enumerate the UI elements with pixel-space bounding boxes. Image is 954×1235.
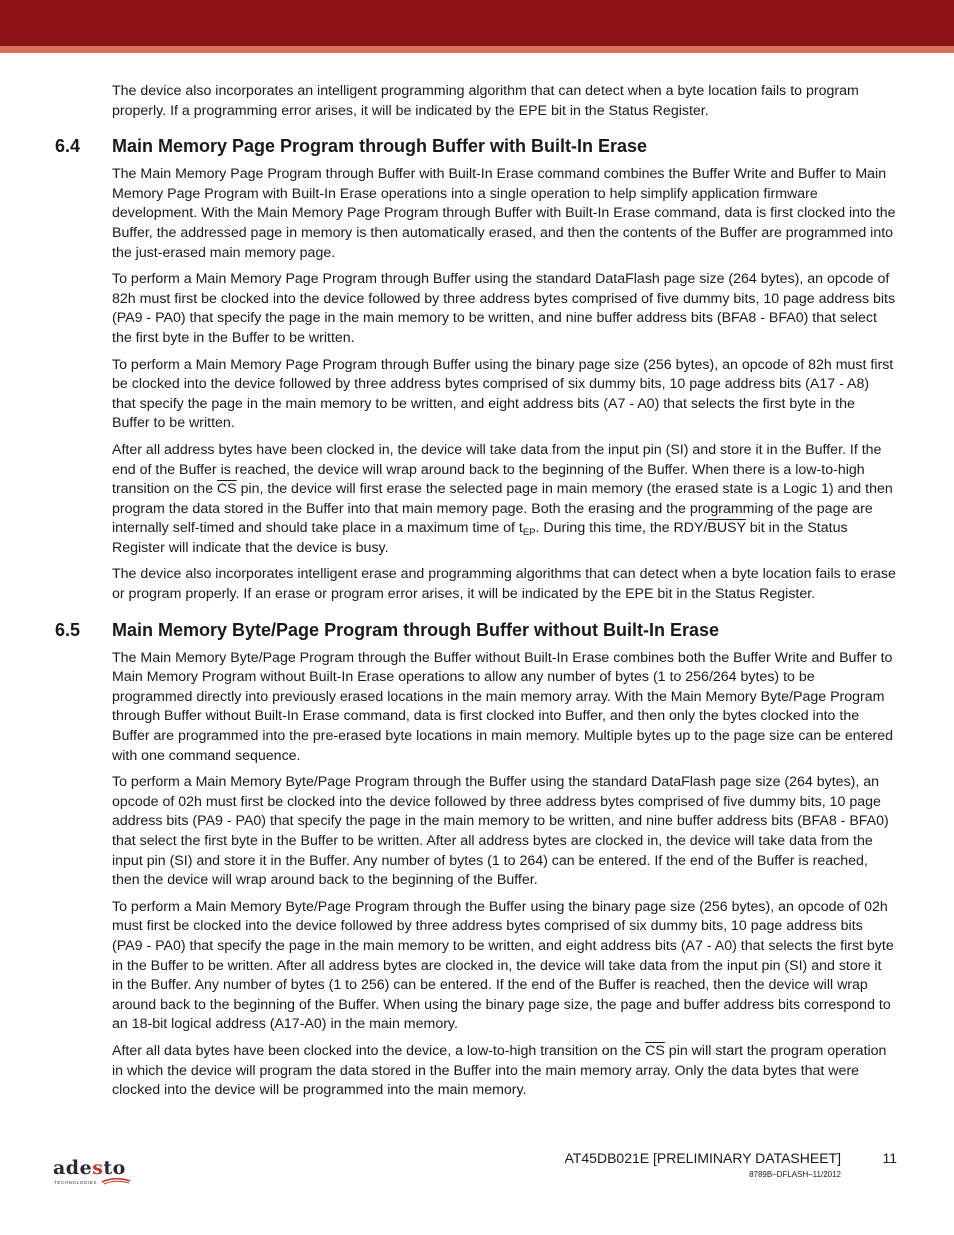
section-6-5-heading <box>55 619 896 641</box>
text-run: pin will start the program operation in which the device will program the data stored in the Buffer into the main memory array. Only the data bytes that were clocked into the device will be programmed into the main memory. <box>112 1042 887 1099</box>
paragraph: To perform a Main Memory Page Program through Buffer using the binary page size (256 bytes), an opcode of 82h must first be clocked into the device followed by three address bytes comprised of six dummy bits, 10 page address bits (A17 - A8) that specify the page in the main memory to be written, and eight address bits (A7 - A0) that selects the first byte in the Buffer to be written. <box>112 356 894 432</box>
cs-signal: $\overline{CS}$ <box>645 1042 665 1059</box>
logo-swoosh-icon <box>101 1177 131 1187</box>
text-run: After all address bytes have been clocked in, the device will take data from the input pin (SI) and store it in the Buffer. If the end of the Buffer is reached, the device will wrap around back to the beginning of the Buffer. When there is a low-to-high transition on the <box>112 441 882 498</box>
intro-paragraph: The device also incorporates an intelligent programming algorithm that can detect when a byte location fails to program properly. If a programming error arises, it will be indicated by the EPE bit in the Status Register. <box>112 83 859 119</box>
paragraph: To perform a Main Memory Byte/Page Program through the Buffer using the binary page size (256 bytes), an opcode of 02h must first be clocked into the device followed by three address bytes comprised of six dummy bits, 10 page address bits (PA9 - PA0) that specify the page in the main memory to be written, and eight address bits (A7 - A0) that selects the first byte in the Buffer to be written. After all address bytes are clocked in, the device will take data from the input pin (SI) and store it in the Buffer. Any number of bytes (1 to 256) can be entered. If the end of the Buffer is reached, then the device will wrap around back to the beginning of the Buffer. When using the binary page size, the page and buffer address bits correspond to an 18-bit logical address (A17-A0) in the main memory. <box>112 898 894 1033</box>
section-title: Main Memory Page Program through Buffer with Built-In Erase <box>112 136 648 157</box>
section-6-4-heading <box>55 135 896 157</box>
tep-subscript: EP <box>522 527 536 539</box>
footer-doc-code: 8789B–DFLASH–11/2012 <box>749 1170 841 1179</box>
paragraph: To perform a Main Memory Byte/Page Program through the Buffer using the standard DataFlash page size (264 bytes), an opcode of 02h must first be clocked into the device followed by three address bytes comprised of five dummy bits, 10 page address bits (PA9 - PA0) that specify the page in the main memory to be written, and nine buffer address bits (BFA8 - BFA0) that select the first byte in the Buffer to be written. After all address bytes are clocked in, the device will take data from the input pin (SI) and store it in the Buffer. Any number of bytes (1 to 264) can be entered. If the end of the Buffer is reached, then the device will wrap around back to the beginning of the Buffer. <box>112 774 889 889</box>
page-number: 11 <box>882 1150 897 1166</box>
cs-signal: $\overline{CS}$ <box>216 481 237 498</box>
paragraph: The Main Memory Page Program through Buffer with Built-In Erase command combines the Buffer Write and Buffer to Main Memory Page Program with Built-In Erase operations into a single operation to help simplify application firmware development. With the Main Memory Page Program through Buffer with Built-In Erase command, data is first clocked into the Buffer, the addressed page in memory is then automatically erased, and then the contents of the Buffer are programmed into the just-erased main memory page. <box>112 166 896 261</box>
text-run: . During this time, the RDY/ <box>535 520 708 537</box>
text-run: pin, the device will first erase the selected page in main memory (the erased state is a Logic 1) and then program the data stored in the Buffer into that main memory page. Both the erasing and the programming of the page are internally self-timed and should take place in a maximum time of t <box>112 481 893 537</box>
footer-doc-title: AT45DB021E [PRELIMINARY DATASHEET] <box>564 1150 841 1166</box>
section-title: Main Memory Byte/Page Program through Buffer without Built-In Erase <box>112 619 720 640</box>
section-number: 6.4 <box>55 136 81 157</box>
header-bar-edge <box>0 46 954 53</box>
adesto-logo <box>53 1157 135 1189</box>
logo-subtitle: TECHNOLOGIES <box>54 1180 97 1185</box>
paragraph: The device also incorporates intelligent erase and programming algorithms that can detect when a byte location fails to erase or program properly. If an erase or program error arises, it will be indicated by the EPE bit in the Status Register. <box>112 566 896 603</box>
paragraph <box>112 441 896 559</box>
paragraph: The Main Memory Byte/Page Program through the Buffer without Built-In Erase combines both the Buffer Write and Buffer to Main Memory Program without Built-In Erase operations to allow any number of bytes (1 to 256/264 bytes) to be programmed directly into previously erased locations in the main memory array. With the Main Memory Byte/Page Program through Buffer without Built-In Erase command, data is first clocked into Buffer, and then only the bytes clocked into the Buffer are programmed into the pre-erased byte locations in main memory. Multiple bytes up to the page size can be entered with one command sequence. <box>112 649 893 764</box>
section-number: 6.5 <box>55 619 81 640</box>
paragraph <box>112 1042 896 1101</box>
text-run: After all data bytes have been clocked into the device, a low-to-high transition on the <box>112 1042 646 1059</box>
paragraph: To perform a Main Memory Page Program through Buffer using the standard DataFlash page size (264 bytes), an opcode of 82h must first be clocked into the device followed by three address bytes comprised of five dummy bits, 10 page address bits (PA9 - PA0) that specify the page in the main memory to be written, and nine buffer address bits (BFA8 - BFA0) that select the first byte in the Buffer to be written. <box>112 271 896 346</box>
header-bar <box>0 0 954 46</box>
page-content <box>55 82 896 1108</box>
busy-signal: BUSY <box>707 520 746 537</box>
logo-wordmark: adesto <box>53 1157 126 1179</box>
text-run: bit in the Status Register will indicate that the device is busy. <box>112 520 848 556</box>
